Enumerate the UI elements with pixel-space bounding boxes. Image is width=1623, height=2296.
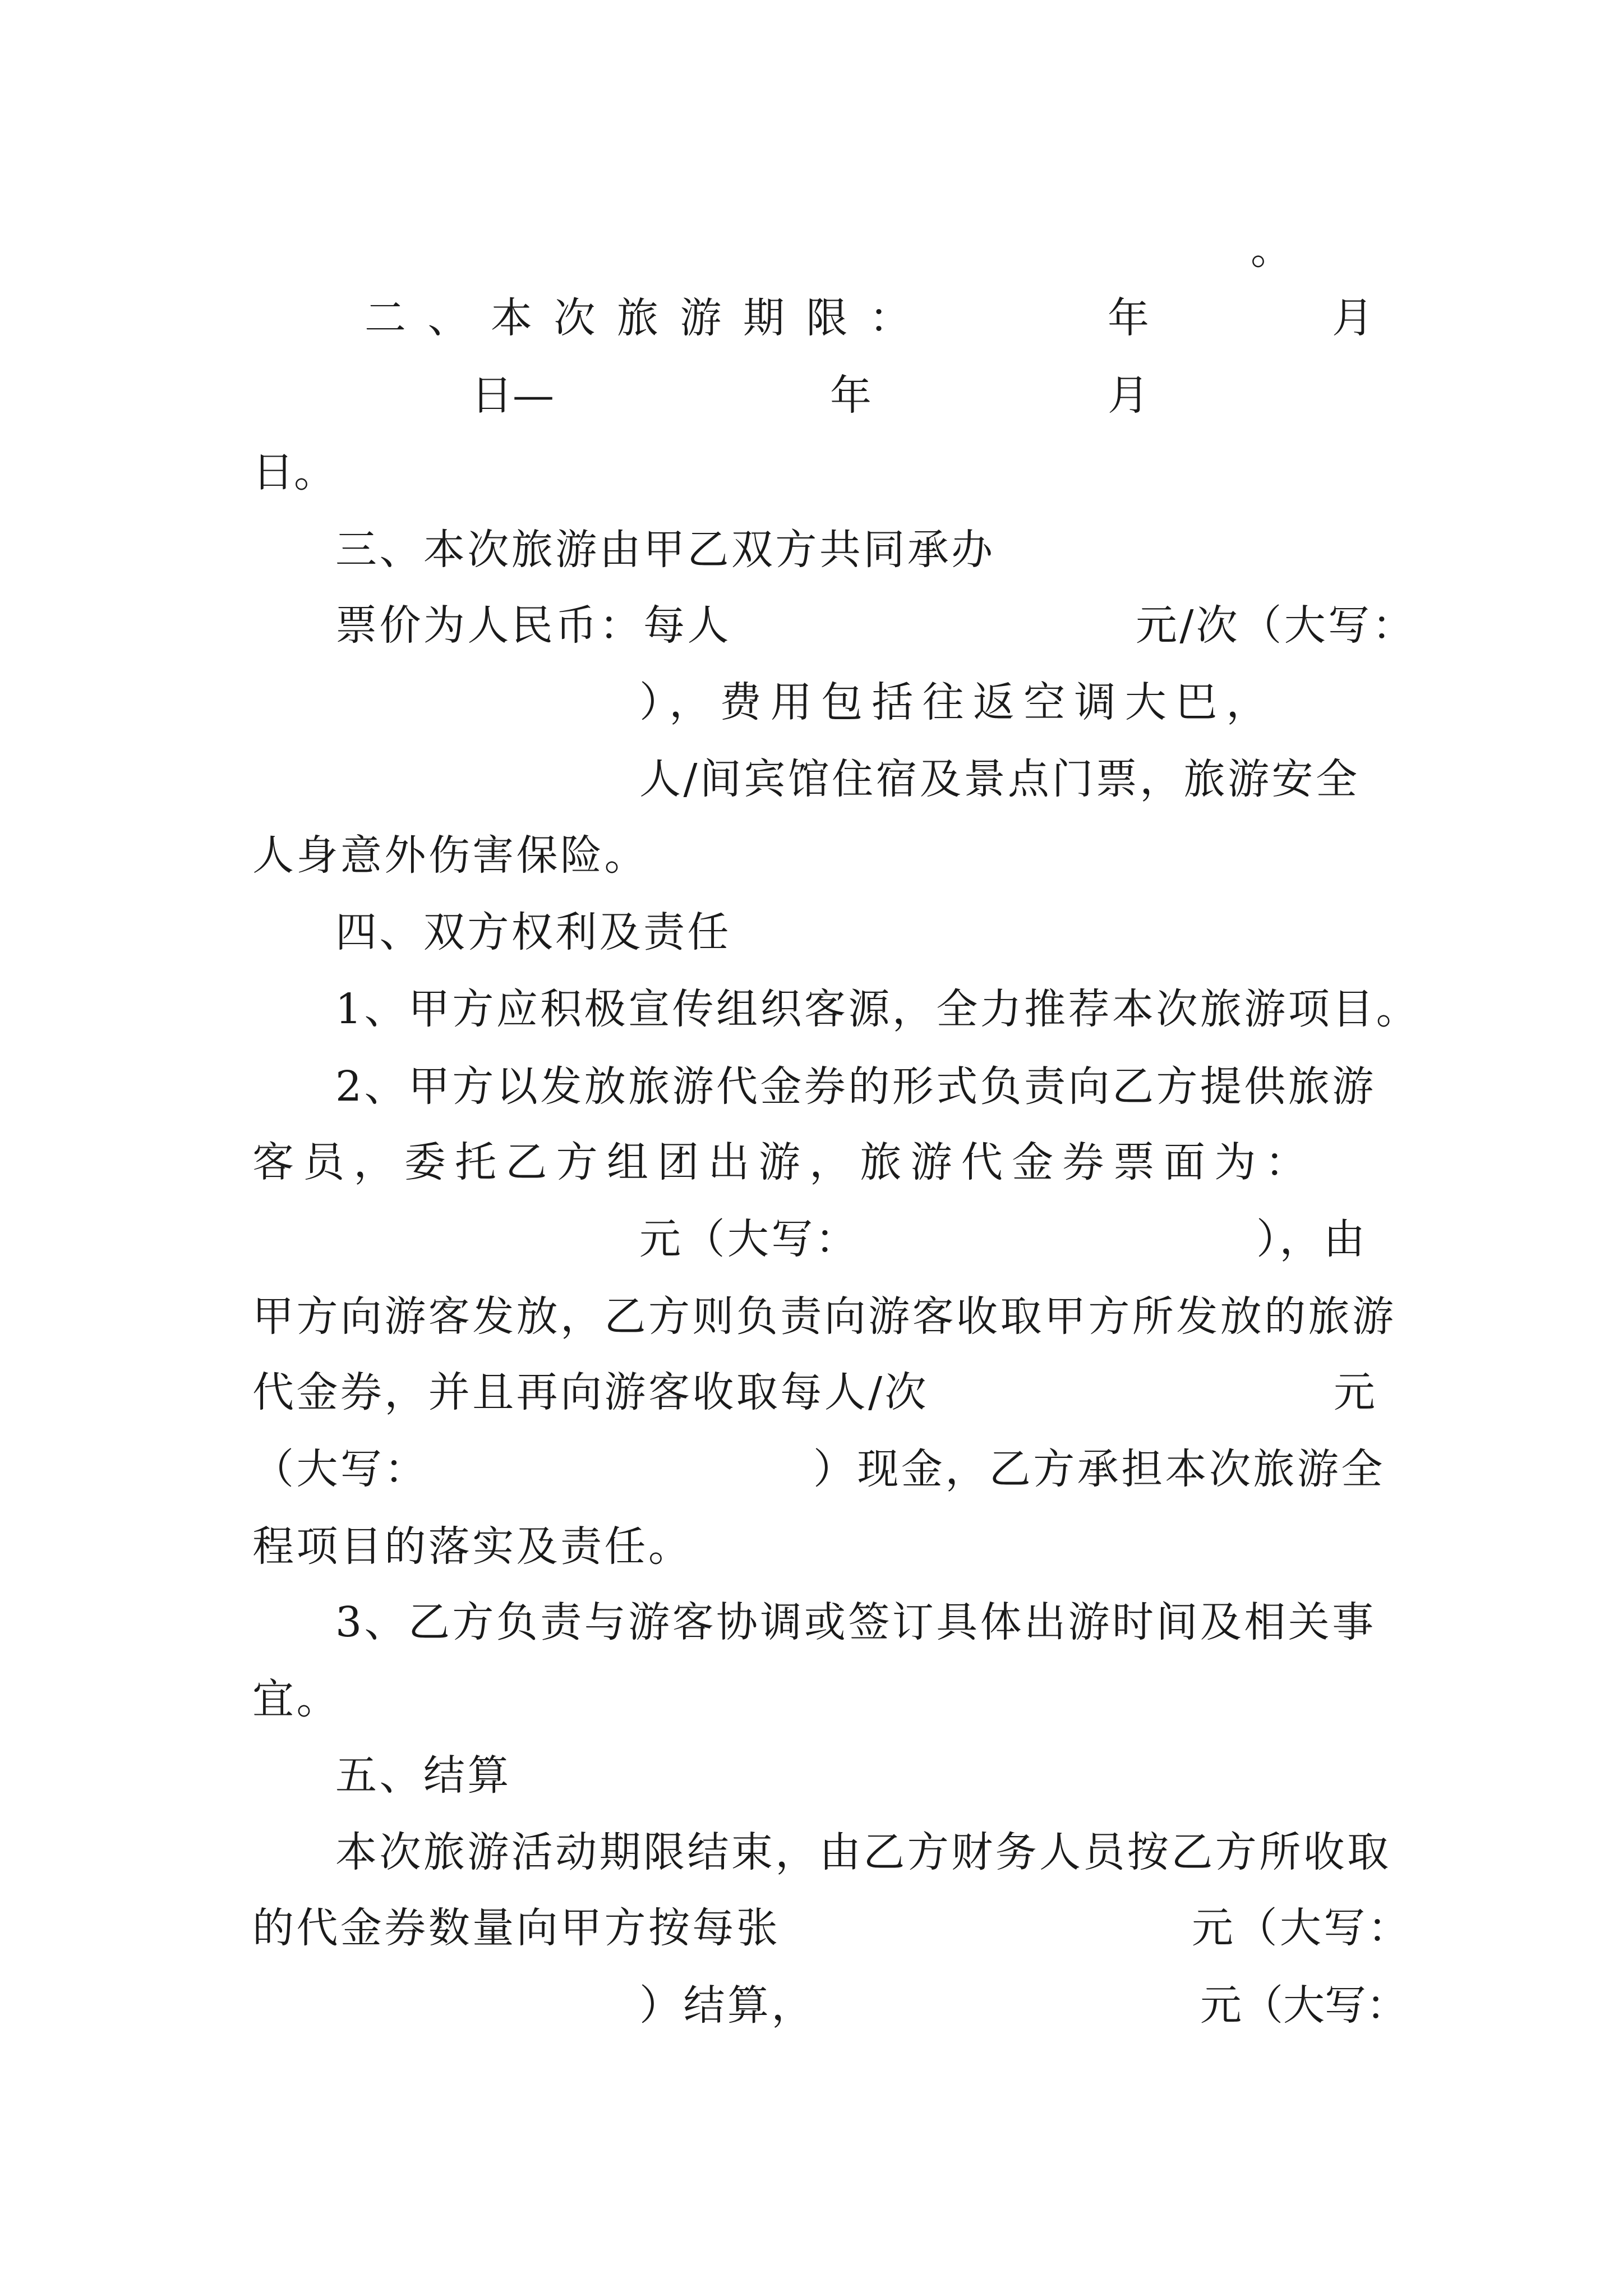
voucher-value-unit: 元（大写： [639, 1215, 860, 1263]
clause-4-item-2-line-7: 程项目的落实及责任。 [252, 1522, 693, 1571]
cash-uppercase-label: （大写： [252, 1445, 428, 1493]
clause-2-year: 年 [1108, 294, 1149, 342]
cash-per-person-unit: 元 [1334, 1368, 1375, 1416]
settlement-per-voucher-label: 的代金券数量向甲方按每张 [252, 1904, 781, 1952]
period-end-mark: 。 [1251, 226, 1292, 274]
clause-4-item-2-line-4: 甲方向游客发放，乙方则负责向游客收取甲方所发放的旅游 [252, 1292, 1396, 1341]
ticket-price-unit: 元/次（大写： [1136, 601, 1417, 650]
clause-2-end-year: 年 [830, 371, 872, 420]
voucher-value-close: ），由 [1256, 1215, 1368, 1263]
clause-2-end-day: 日。 [252, 448, 335, 496]
settlement-per-voucher-unit: 元（大写： [1192, 1904, 1412, 1952]
clause-2-end-month: 月 [1108, 371, 1149, 420]
clause-2-month: 月 [1332, 294, 1373, 342]
clause-4-heading: 四、双方权利及责任 [335, 908, 731, 956]
clause-2-heading: 二、本次旅游期限： [365, 294, 933, 342]
settlement-close: ）结算， [639, 1981, 815, 2030]
clause-5-line-1: 本次旅游活动期限结束，由乙方财务人员按乙方所收取 [335, 1828, 1391, 1876]
clause-2-day-dash: 日— [471, 371, 554, 420]
clause-4-item-3-line-1: 3、乙方负责与游客协调或签订具体出游时间及相关事 [335, 1598, 1376, 1646]
settlement-amount-unit: 元（大写： [1200, 1981, 1408, 2030]
clause-4-item-2-line-1: 2、甲方以发放旅游代金券的形式负责向乙方提供旅游 [335, 1062, 1376, 1111]
fee-includes-line: ），费用包括往返空调大巴， [639, 678, 1277, 726]
accommodation-line: 人/间宾馆住宿及景点门票，旅游安全 [639, 755, 1360, 803]
clause-4-item-2-line-2: 客员，委托乙方组团出游，旅游代金券票面为： [252, 1138, 1316, 1186]
cash-responsibility-line: ）现金，乙方承担本次旅游全 [813, 1445, 1385, 1493]
clause-4-item-3-line-2: 宜。 [252, 1675, 340, 1723]
clause-3-heading: 三、本次旅游由甲乙双方共同承办 [335, 526, 995, 574]
insurance-line: 人身意外伤害保险。 [252, 831, 648, 880]
cash-per-person-label: 代金券，并且再向游客收取每人/次 [252, 1368, 929, 1416]
clause-4-item-1: 1、甲方应积极宣传组织客源，全力推荐本次旅游项目。 [335, 985, 1421, 1033]
clause-5-heading: 五、结算 [335, 1751, 511, 1800]
ticket-price-label: 票价为人民币：每人 [335, 601, 731, 650]
